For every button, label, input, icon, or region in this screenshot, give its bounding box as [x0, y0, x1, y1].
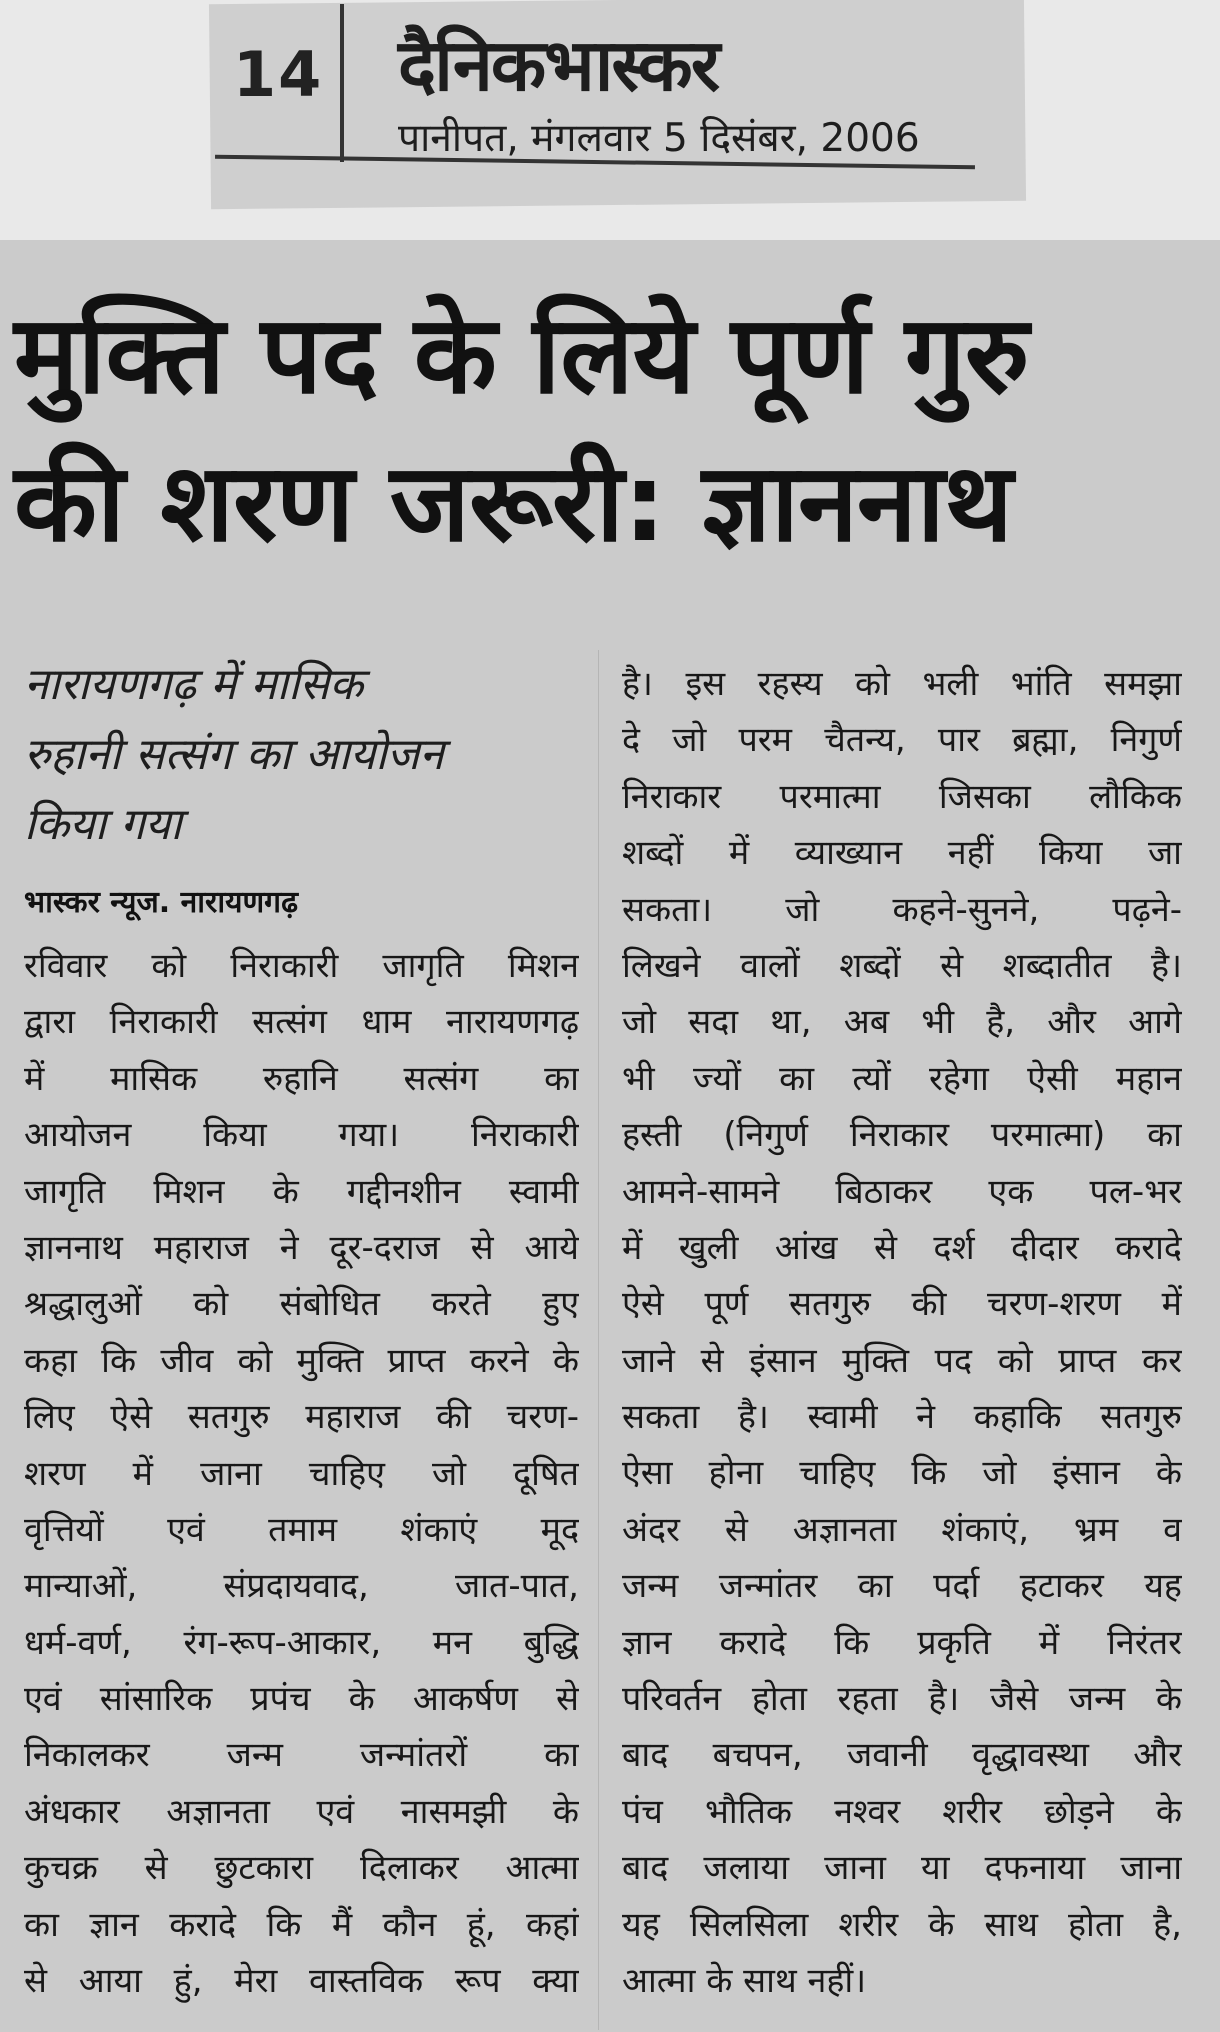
- body-column-right: [622, 656, 1182, 2009]
- body-line: में मासिक रुहानि सत्संग का: [24, 1058, 579, 1099]
- body-line: सकता। जो कहने-सुनने, पढ़ने-: [622, 889, 1182, 930]
- body-line: से आया हुं, मेरा वास्तविक रूप क्या: [24, 1961, 579, 2002]
- body-line: शरण में जाना चाहिए जो दूषित: [24, 1453, 579, 1494]
- page-number: 14: [233, 38, 324, 111]
- body-line: निराकार परमात्मा जिसका लौकिक: [622, 776, 1182, 817]
- body-line: आत्मा के साथ नहीं।: [622, 1960, 867, 2001]
- body-line: सकता है। स्वामी ने कहाकि सतगुरु: [622, 1397, 1182, 1438]
- body-column-left: [24, 938, 579, 2009]
- body-line: कुचक्र से छुटकारा दिलाकर आत्मा: [24, 1848, 579, 1889]
- newspaper-name: दैनिकभास्कर: [398, 23, 719, 107]
- body-line: कहा कि जीव को मुक्ति प्राप्त करने के: [24, 1340, 579, 1381]
- headline: [14, 282, 1204, 578]
- headline-line: मुक्ति पद के लिये पूर्ण गुरु: [14, 293, 1029, 418]
- body-line: मान्याओं, संप्रदायवाद, जात-पात,: [24, 1566, 579, 1607]
- body-line: निकालकर जन्म जन्मांतरों का: [24, 1735, 579, 1776]
- column-divider: [598, 650, 599, 2030]
- headline-line: की शरण जरूरी: ज्ञाननाथ: [14, 441, 1012, 566]
- body-line: जागृति मिशन के गद्दीनशीन स्वामी: [24, 1171, 579, 1212]
- body-line: रविवार को निराकारी जागृति मिशन: [24, 946, 579, 986]
- body-line: हस्ती (निगुर्ण निराकार परमात्मा) का: [622, 1115, 1182, 1156]
- body-line: आयोजन किया गया। निराकारी: [24, 1115, 579, 1156]
- body-line: ऐसा होना चाहिए कि जो इंसान के: [622, 1453, 1182, 1494]
- body-line: यह सिलसिला शरीर के साथ होता है,: [622, 1904, 1182, 1945]
- body-line: लिखने वालों शब्दों से शब्दातीत है।: [622, 945, 1182, 986]
- body-line: ज्ञान करादे कि प्रकृति में निरंतर: [622, 1622, 1182, 1663]
- body-line: धर्म-वर्ण, रंग-रूप-आकार, मन बुद्धि: [24, 1622, 579, 1663]
- byline: भास्कर न्यूज. नारायणगढ़: [24, 885, 298, 920]
- body-line: ऐसे पूर्ण सतगुरु की चरण-शरण में: [622, 1284, 1182, 1325]
- body-line: लिए ऐसे सतगुरु महाराज की चरण-: [24, 1397, 579, 1438]
- body-line: परिवर्तन होता रहता है। जैसे जन्म के: [622, 1679, 1182, 1720]
- body-line: शब्दों में व्याख्यान नहीं किया जा: [622, 833, 1182, 874]
- body-line: एवं सांसारिक प्रपंच के आकर्षण से: [24, 1679, 579, 1720]
- body-line: जाने से इंसान मुक्ति पद को प्राप्त कर: [622, 1340, 1182, 1381]
- body-line: बाद जलाया जाना या दफनाया जाना: [622, 1848, 1182, 1889]
- body-line: आमने-सामने बिठाकर एक पल-भर: [622, 1171, 1182, 1212]
- masthead-divider: [340, 4, 344, 162]
- subheadline-line: नारायणगढ़ में मासिक: [24, 659, 364, 710]
- body-line: ज्ञाननाथ महाराज ने दूर-दराज से आये: [24, 1227, 579, 1268]
- body-line: का ज्ञान करादे कि मैं कौन हूं, कहां: [24, 1904, 579, 1945]
- dateline: पानीपत, मंगलवार 5 दिसंबर, 2006: [398, 116, 920, 161]
- body-line: दे जो परम चैतन्य, पार ब्रह्मा, निगुर्ण: [622, 720, 1182, 761]
- body-line: है। इस रहस्य को भली भांति समझा: [622, 664, 1182, 704]
- body-line: जो सदा था, अब भी है, और आगे: [622, 1002, 1182, 1043]
- body-line: पंच भौतिक नश्वर शरीर छोड़ने के: [622, 1791, 1182, 1832]
- body-line: में खुली आंख से दर्श दीदार करादे: [622, 1227, 1182, 1268]
- subheadline-line: किया गया: [24, 799, 182, 850]
- body-line: अंदर से अज्ञानता शंकाएं, भ्रम व: [622, 1509, 1182, 1550]
- body-line: अंधकार अज्ञानता एवं नासमझी के: [24, 1791, 579, 1832]
- subheadline-line: रुहानी सत्संग का आयोजन: [24, 729, 444, 780]
- body-line: भी ज्यों का त्यों रहेगा ऐसी महान: [622, 1058, 1182, 1099]
- subheadline: [24, 650, 584, 860]
- body-line: बाद बचपन, जवानी वृद्धावस्था और: [622, 1735, 1182, 1776]
- body-line: श्रद्धालुओं को संबोधित करते हुए: [24, 1284, 579, 1325]
- body-line: द्वारा निराकारी सत्संग धाम नारायणगढ़: [24, 1002, 579, 1043]
- body-line: जन्म जन्मांतर का पर्दा हटाकर यह: [622, 1566, 1182, 1607]
- body-line: वृत्तियों एवं तमाम शंकाएं मूद: [24, 1509, 579, 1550]
